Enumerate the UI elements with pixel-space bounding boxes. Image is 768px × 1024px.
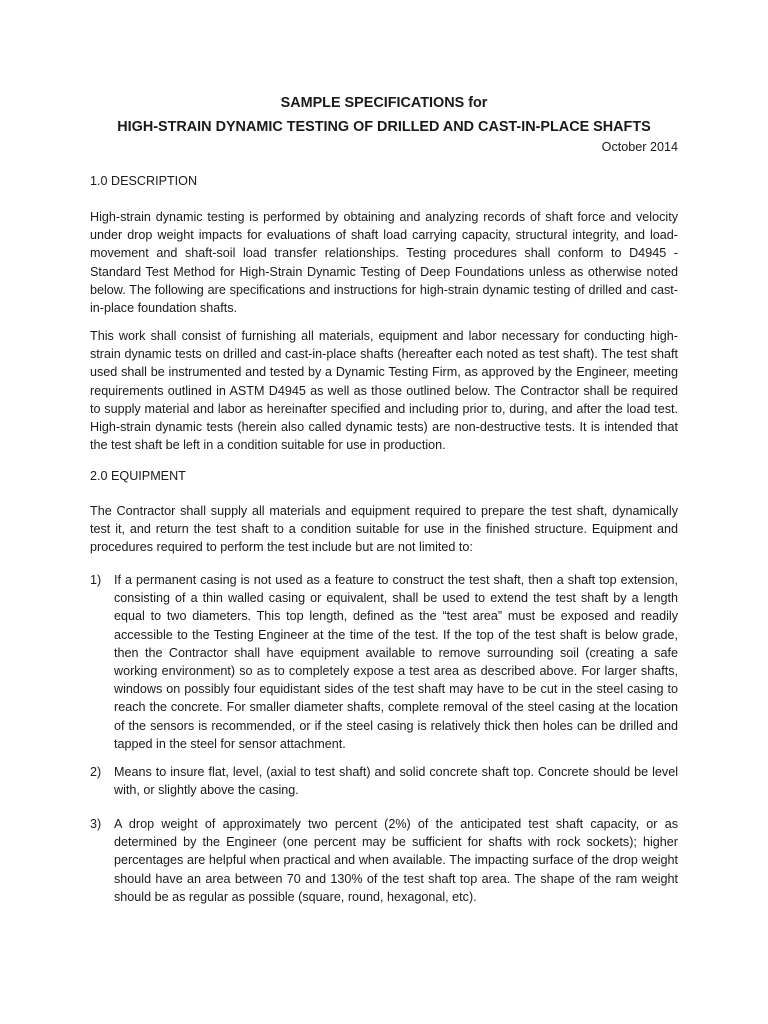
section-heading-equipment: 2.0 EQUIPMENT	[90, 469, 186, 483]
section-heading-description: 1.0 DESCRIPTION	[90, 174, 198, 188]
description-paragraph-2: This work shall consist of furnishing all materials, equipment and labor necessary for conducting high-strain dynamic tests on drilled and cast-in-place shafts (hereafter each noted as test shaft). The test shaft used shall be instrumented and tested by a Dynamic Testing Firm, as approved by the Engineer, meeting requirements outlined in ASTM D4945 as well as those outlined below. The Contractor shall be required to supply material and labor as hereinafter specified and including prior to, during, and after the load test. High-strain dynamic tests (herein also called dynamic tests) are non-destructive tests. It is intended that the test shaft be left in a condition suitable for use in production.	[90, 329, 678, 453]
list-item-number: 1)	[90, 573, 102, 587]
list-item-text: Means to insure flat, level, (axial to test shaft) and solid concrete shaft top. Concrete should be level with, or slightly above the casing.	[114, 765, 678, 798]
document-title-line1: SAMPLE SPECIFICATIONS for	[280, 95, 488, 111]
list-item-text: A drop weight of approximately two percent (2%) of the anticipated test shaft capacity, or as determined by the Engineer (one percent may be sufficient for shafts with rock sockets); higher percentages are helpful when practical and when available. The impacting surface of the drop weight should have an area between 70 and 130% of the test shaft top area. The shape of the ram weight should be as regular as possible (square, round, hexagonal, etc).	[114, 817, 678, 904]
description-paragraph-1: High-strain dynamic testing is performed by obtaining and analyzing records of shaft force and velocity under drop weight impacts for evaluations of shaft load carrying capacity, structural integrity, and load-movement and shaft-soil load transfer relationships. Testing procedures shall conform to D4945 - Standard Test Method for High-Strain Dynamic Testing of Deep Foundations unless as otherwise noted below. The following are specifications and instructions for high-strain dynamic testing of drilled and cast-in-place foundation shafts.	[90, 210, 678, 316]
list-item-number: 3)	[90, 817, 102, 831]
equipment-paragraph-1: The Contractor shall supply all materials and equipment required to prepare the test shaft, dynamically test it, and return the test shaft to a condition suitable for use in the finished structure. Equipment and procedures required to perform the test include but are not limited to:	[90, 504, 678, 555]
list-item	[90, 763, 678, 799]
list-item	[90, 571, 678, 753]
document-title-line2: HIGH-STRAIN DYNAMIC TESTING OF DRILLED AND CAST-IN-PLACE SHAFTS	[117, 119, 651, 135]
document-date: October 2014	[601, 140, 678, 154]
list-item-number: 2)	[90, 765, 102, 779]
list-item	[90, 815, 678, 906]
list-item-text: If a permanent casing is not used as a feature to construct the test shaft, then a shaft top extension, consisting of a thin walled casing or equivalent, shall be used to extend the test shaft by a length equal to two diameters. This top length, defined as the “test area” must be exposed and readily accessible to the Testing Engineer at the time of the test. If the top of the test shaft is below grade, then the Contractor shall have equipment available to remove surrounding soil (creating a safe working environment) so as to completely expose a test area as described above. For larger shafts, windows on possibly four equidistant sides of the test shaft may have to be cut in the steel casing to reach the concrete. For smaller diameter shafts, complete removal of the steel casing at the location of the sensors is recommended, or if the steel casing is relatively thick then holes can be drilled and tapped in the steel for sensor attachment.	[114, 573, 678, 751]
